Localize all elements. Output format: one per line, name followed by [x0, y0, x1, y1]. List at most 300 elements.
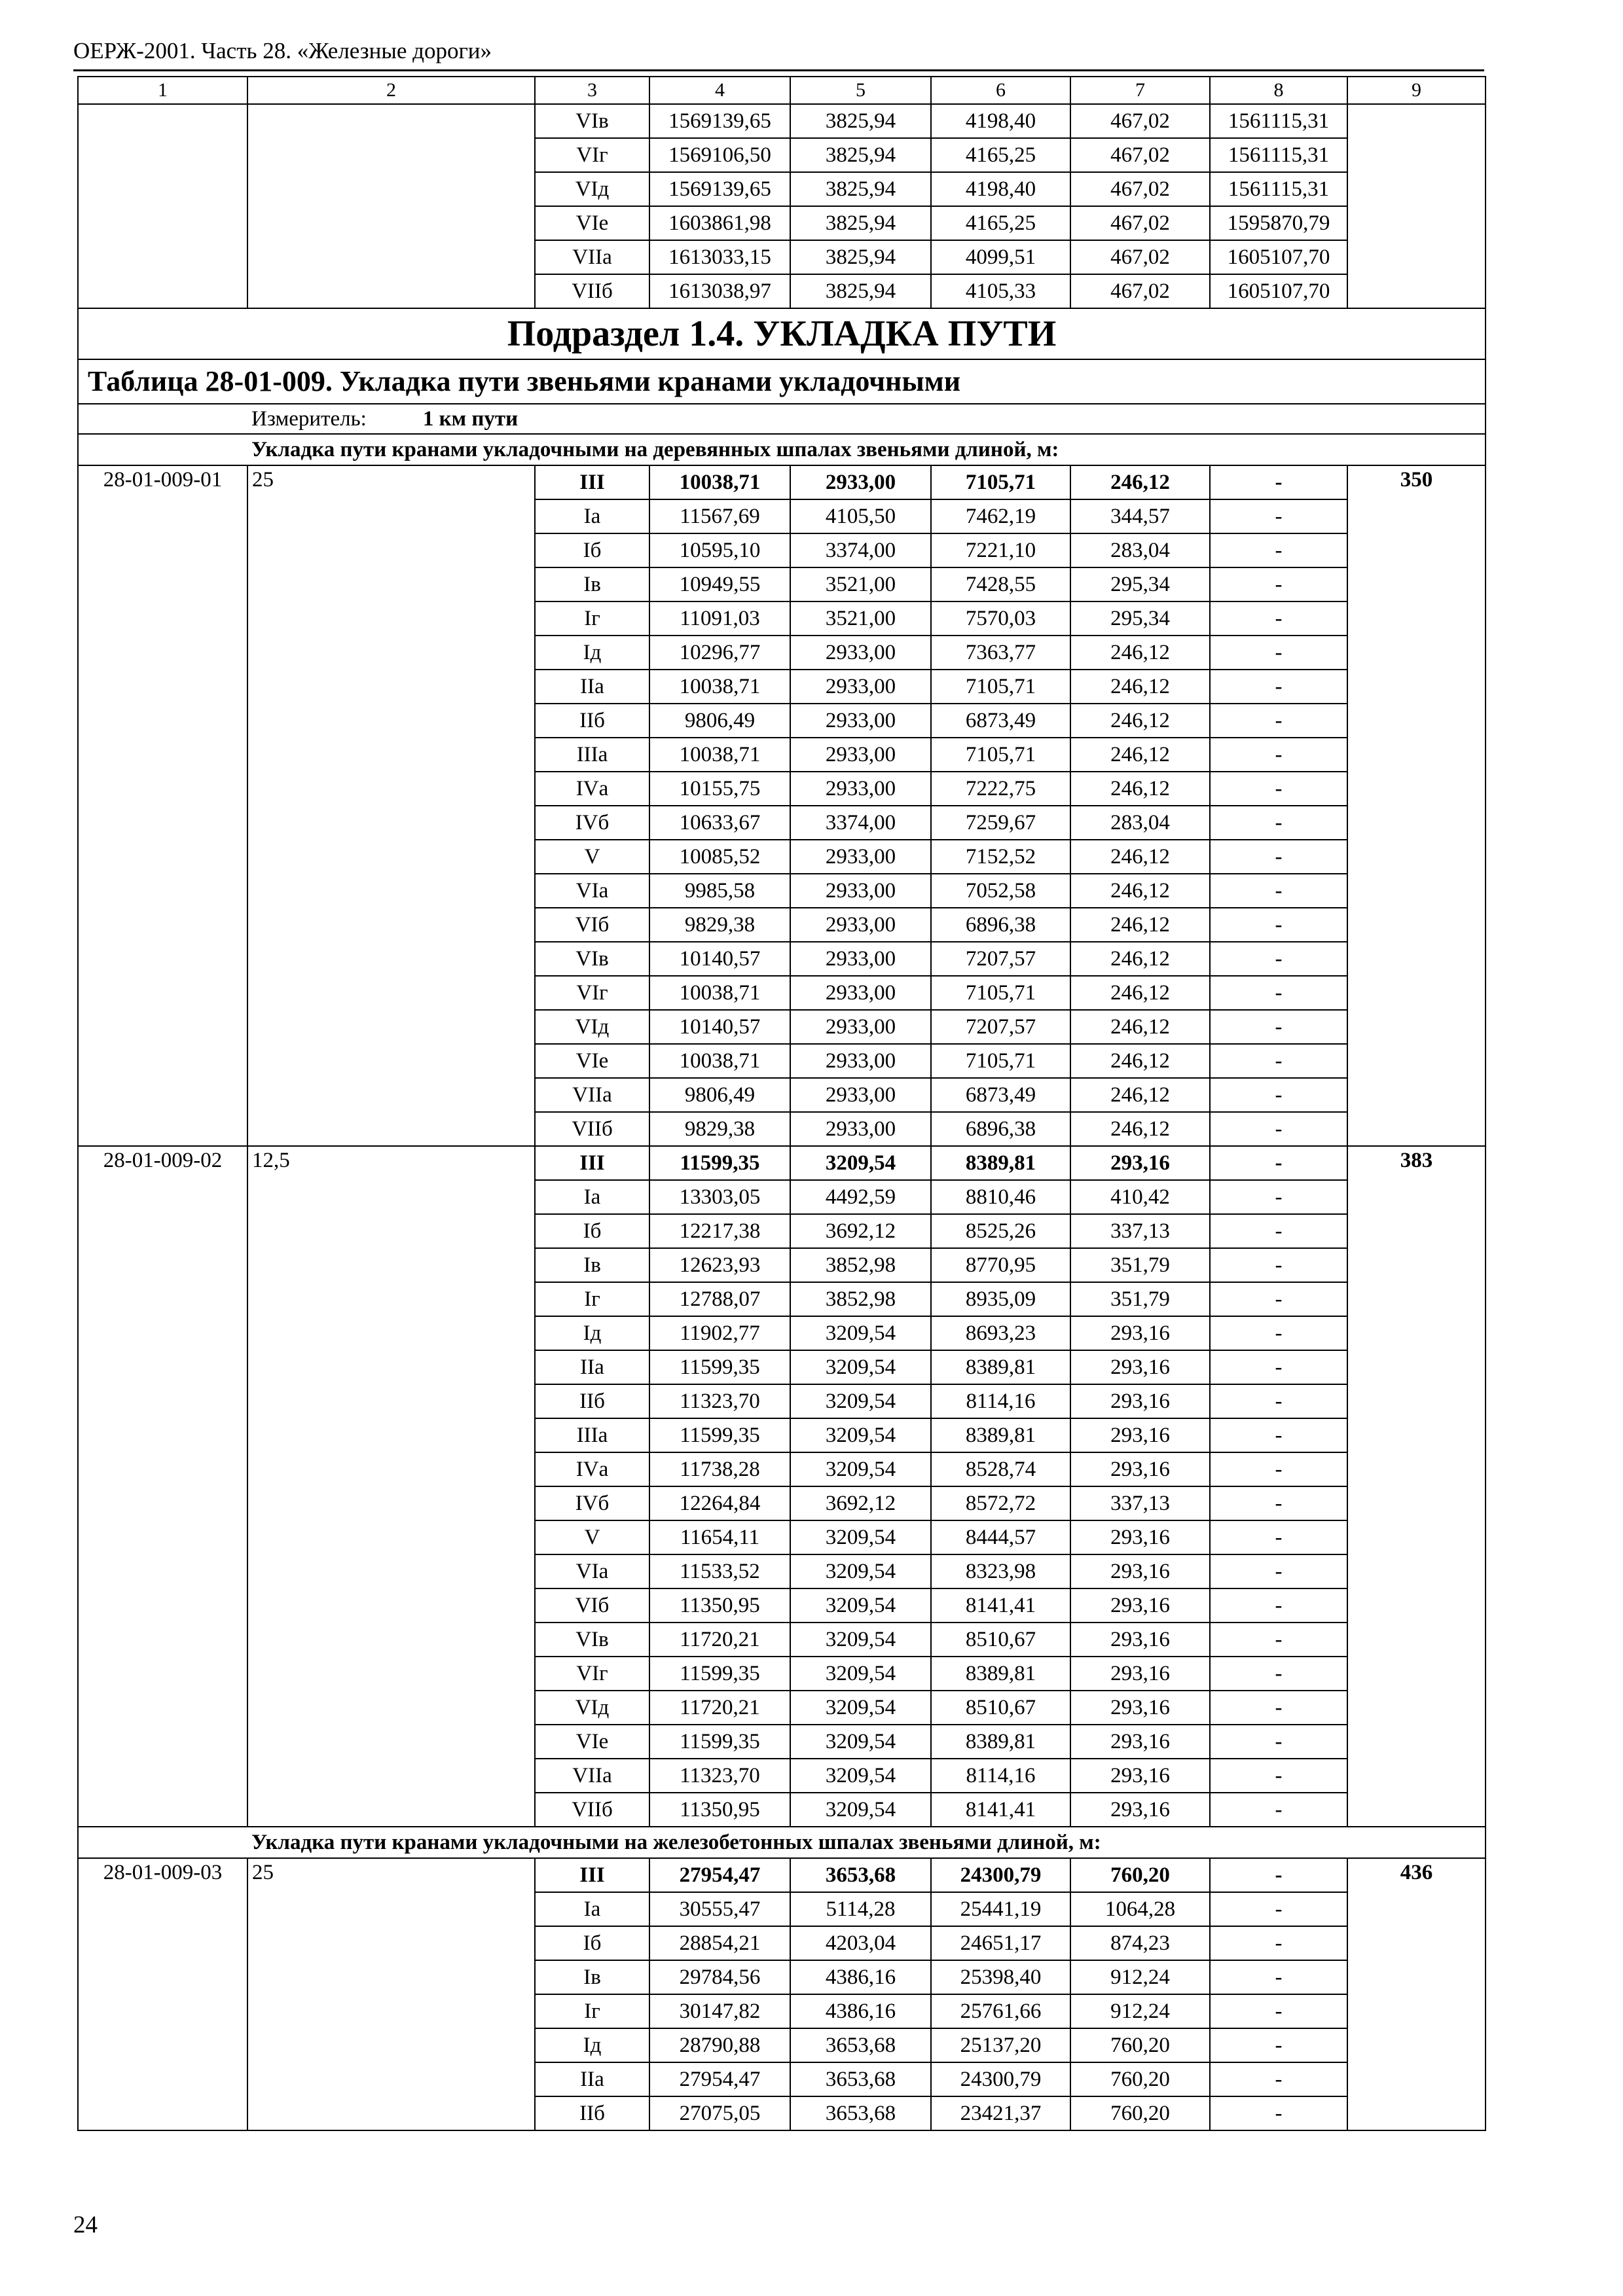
total-cost-cell: 1569139,65 — [649, 172, 790, 206]
materials-cell: - — [1210, 1520, 1347, 1554]
machinists-wages-cell: 344,57 — [1070, 499, 1210, 533]
total-cost-cell: 1569106,50 — [649, 138, 790, 172]
machinists-wages-cell: 293,16 — [1070, 1588, 1210, 1623]
table-title: Таблица 28-01-009. Укладка пути звеньями кранами укладочными — [78, 359, 1486, 404]
page-number: 24 — [73, 2212, 98, 2238]
wages-cell: 3374,00 — [790, 533, 931, 567]
machines-cell: 7105,71 — [931, 976, 1070, 1010]
machinists-wages-cell: 246,12 — [1070, 738, 1210, 772]
total-cost-cell: 9829,38 — [649, 1112, 790, 1146]
total-cost-cell: 10038,71 — [649, 465, 790, 499]
machines-cell: 8935,09 — [931, 1282, 1070, 1316]
materials-cell: - — [1210, 1350, 1347, 1384]
machines-cell: 8770,95 — [931, 1248, 1070, 1282]
zone-cell: VIб — [535, 908, 649, 942]
machines-cell: 8323,98 — [931, 1554, 1070, 1588]
wages-cell: 4386,16 — [790, 1960, 931, 1994]
machinists-wages-cell: 246,12 — [1070, 942, 1210, 976]
wages-cell: 2933,00 — [790, 908, 931, 942]
total-cost-cell: 11599,35 — [649, 1146, 790, 1180]
materials-cell: 1595870,79 — [1210, 206, 1347, 240]
zone-cell: IVа — [535, 1452, 649, 1486]
machines-cell: 8141,41 — [931, 1588, 1070, 1623]
materials-cell: - — [1210, 1214, 1347, 1248]
wages-cell: 3653,68 — [790, 2028, 931, 2062]
zone-cell: Iв — [535, 1960, 649, 1994]
machinists-wages-cell: 467,02 — [1070, 138, 1210, 172]
wages-cell: 4203,04 — [790, 1926, 931, 1960]
materials-cell: - — [1210, 1078, 1347, 1112]
machines-cell: 8510,67 — [931, 1623, 1070, 1657]
zone-cell: VIб — [535, 1588, 649, 1623]
machines-cell: 25137,20 — [931, 2028, 1070, 2062]
wages-cell: 3653,68 — [790, 2062, 931, 2096]
zone-cell: VIв — [535, 104, 649, 138]
total-cost-cell: 30555,47 — [649, 1892, 790, 1926]
total-cost-cell: 10949,55 — [649, 567, 790, 601]
total-cost-cell: 11738,28 — [649, 1452, 790, 1486]
machinists-wages-cell: 351,79 — [1070, 1282, 1210, 1316]
materials-cell: - — [1210, 704, 1347, 738]
zone-cell: VIIб — [535, 274, 649, 308]
machinists-wages-cell: 293,16 — [1070, 1452, 1210, 1486]
wages-cell: 3209,54 — [790, 1793, 931, 1827]
wages-cell: 2933,00 — [790, 738, 931, 772]
total-cost-cell: 28854,21 — [649, 1926, 790, 1960]
total-cost-cell: 1569139,65 — [649, 104, 790, 138]
total-cost-cell: 11091,03 — [649, 601, 790, 636]
total-cost-cell: 30147,82 — [649, 1994, 790, 2028]
machinists-wages-cell: 246,12 — [1070, 840, 1210, 874]
wages-cell: 2933,00 — [790, 942, 931, 976]
machinists-wages-cell: 293,16 — [1070, 1316, 1210, 1350]
machinists-wages-cell: 467,02 — [1070, 172, 1210, 206]
materials-cell: - — [1210, 1146, 1347, 1180]
total-cost-cell: 10633,67 — [649, 806, 790, 840]
wages-cell: 3209,54 — [790, 1725, 931, 1759]
machines-cell: 8389,81 — [931, 1350, 1070, 1384]
total-cost-cell: 10140,57 — [649, 1010, 790, 1044]
zone-cell: V — [535, 1520, 649, 1554]
zone-cell: IIа — [535, 2062, 649, 2096]
machinists-wages-cell: 293,16 — [1070, 1418, 1210, 1452]
machines-cell: 7152,52 — [931, 840, 1070, 874]
machinists-wages-cell: 246,12 — [1070, 1010, 1210, 1044]
materials-cell: - — [1210, 1112, 1347, 1146]
machines-cell: 4099,51 — [931, 240, 1070, 274]
zone-cell: V — [535, 840, 649, 874]
total-cost-cell: 10038,71 — [649, 738, 790, 772]
wages-cell: 3825,94 — [790, 104, 931, 138]
machinists-wages-cell: 337,13 — [1070, 1486, 1210, 1520]
zone-cell: III — [535, 465, 649, 499]
total-cost-cell: 12217,38 — [649, 1214, 790, 1248]
materials-cell: - — [1210, 670, 1347, 704]
total-cost-cell: 12788,07 — [649, 1282, 790, 1316]
table-body — [78, 77, 1486, 2130]
total-cost-cell: 1613033,15 — [649, 240, 790, 274]
materials-cell: - — [1210, 1180, 1347, 1214]
machines-cell: 7105,71 — [931, 465, 1070, 499]
col9-cell — [1347, 104, 1486, 308]
machines-cell: 24300,79 — [931, 2062, 1070, 2096]
wages-cell: 4105,50 — [790, 499, 931, 533]
materials-cell: 1605107,70 — [1210, 274, 1347, 308]
machinists-wages-cell: 293,16 — [1070, 1384, 1210, 1418]
zone-cell: Iа — [535, 1892, 649, 1926]
zone-cell: IIIа — [535, 738, 649, 772]
machinists-wages-cell: 293,16 — [1070, 1725, 1210, 1759]
total-cost-cell: 13303,05 — [649, 1180, 790, 1214]
wages-cell: 3653,68 — [790, 2096, 931, 2130]
wages-cell: 3209,54 — [790, 1350, 931, 1384]
machinists-wages-cell: 246,12 — [1070, 1112, 1210, 1146]
materials-cell: - — [1210, 567, 1347, 601]
zone-cell: Iа — [535, 1180, 649, 1214]
machinists-wages-cell: 293,16 — [1070, 1350, 1210, 1384]
total-cost-cell: 10155,75 — [649, 772, 790, 806]
wages-cell: 2933,00 — [790, 1010, 931, 1044]
wages-cell: 3209,54 — [790, 1691, 931, 1725]
machines-cell: 7207,57 — [931, 942, 1070, 976]
total-cost-cell: 11599,35 — [649, 1350, 790, 1384]
materials-cell: - — [1210, 1623, 1347, 1657]
group-subheader-row — [78, 434, 1486, 465]
machinists-wages-cell: 1064,28 — [1070, 1892, 1210, 1926]
total-cost-cell: 27954,47 — [649, 2062, 790, 2096]
machinists-wages-cell: 912,24 — [1070, 1994, 1210, 2028]
materials-cell: - — [1210, 1657, 1347, 1691]
total-cost-cell: 9806,49 — [649, 704, 790, 738]
machinists-wages-cell: 760,20 — [1070, 2096, 1210, 2130]
materials-cell: - — [1210, 1384, 1347, 1418]
total-cost-cell: 9806,49 — [649, 1078, 790, 1112]
machines-cell: 7222,75 — [931, 772, 1070, 806]
materials-cell: - — [1210, 1554, 1347, 1588]
zone-cell: Iб — [535, 1926, 649, 1960]
machinists-wages-cell: 760,20 — [1070, 2028, 1210, 2062]
machines-cell: 6896,38 — [931, 908, 1070, 942]
group-subheader: Укладка пути кранами укладочными на деревянных шпалах звеньями длиной, м: — [78, 434, 1486, 465]
machines-cell: 25398,40 — [931, 1960, 1070, 1994]
total-cost-cell: 9985,58 — [649, 874, 790, 908]
subsection-title: Подраздел 1.4. УКЛАДКА ПУТИ — [78, 308, 1486, 359]
total-cost-cell: 1603861,98 — [649, 206, 790, 240]
materials-cell: - — [1210, 533, 1347, 567]
wages-cell: 3209,54 — [790, 1657, 931, 1691]
machines-cell: 8810,46 — [931, 1180, 1070, 1214]
zone-cell: IIIа — [535, 1418, 649, 1452]
zone-cell: IIб — [535, 2096, 649, 2130]
measure-cell — [78, 404, 1486, 434]
machines-cell: 8693,23 — [931, 1316, 1070, 1350]
zone-cell: Iб — [535, 533, 649, 567]
machinists-wages-cell: 246,12 — [1070, 772, 1210, 806]
total-cost-cell: 11323,70 — [649, 1384, 790, 1418]
wages-cell: 3209,54 — [790, 1554, 931, 1588]
total-cost-cell: 10296,77 — [649, 636, 790, 670]
total-cost-cell: 29784,56 — [649, 1960, 790, 1994]
total-cost-cell: 10595,10 — [649, 533, 790, 567]
zone-cell: VIв — [535, 1623, 649, 1657]
materials-cell: - — [1210, 1960, 1347, 1994]
machines-cell: 7052,58 — [931, 874, 1070, 908]
machines-cell: 7363,77 — [931, 636, 1070, 670]
table-row — [78, 1858, 1486, 1892]
total-cost-cell: 9829,38 — [649, 908, 790, 942]
total-cost-cell: 10038,71 — [649, 670, 790, 704]
materials-cell: - — [1210, 1486, 1347, 1520]
machinists-wages-cell: 467,02 — [1070, 240, 1210, 274]
wages-cell: 3209,54 — [790, 1418, 931, 1452]
total-cost-cell: 11599,35 — [649, 1657, 790, 1691]
measure-label: Измеритель: — [251, 406, 367, 431]
wages-cell: 2933,00 — [790, 1112, 931, 1146]
wages-cell: 3209,54 — [790, 1588, 931, 1623]
machines-cell: 8525,26 — [931, 1214, 1070, 1248]
total-cost-cell: 12264,84 — [649, 1486, 790, 1520]
materials-cell: - — [1210, 1725, 1347, 1759]
zone-cell: IIб — [535, 704, 649, 738]
machinists-wages-cell: 246,12 — [1070, 636, 1210, 670]
column-number: 5 — [790, 77, 931, 104]
total-cost-cell: 10038,71 — [649, 1044, 790, 1078]
machines-cell: 8389,81 — [931, 1657, 1070, 1691]
machinists-wages-cell: 246,12 — [1070, 465, 1210, 499]
wages-cell: 2933,00 — [790, 772, 931, 806]
machinists-wages-cell: 293,16 — [1070, 1759, 1210, 1793]
materials-cell: - — [1210, 465, 1347, 499]
zone-cell: VIIб — [535, 1112, 649, 1146]
wages-cell: 2933,00 — [790, 636, 931, 670]
zone-cell: VIIа — [535, 1078, 649, 1112]
machinists-wages-cell: 295,34 — [1070, 601, 1210, 636]
machines-cell: 8389,81 — [931, 1146, 1070, 1180]
total-cost-cell: 27954,47 — [649, 1858, 790, 1892]
materials-cell: - — [1210, 806, 1347, 840]
column-number: 6 — [931, 77, 1070, 104]
materials-cell: - — [1210, 1691, 1347, 1725]
machines-cell: 7105,71 — [931, 670, 1070, 704]
rate-code: 28-01-009-03 — [78, 1858, 247, 2130]
machinists-wages-cell: 467,02 — [1070, 206, 1210, 240]
materials-cell: - — [1210, 1282, 1347, 1316]
machinists-wages-cell: 351,79 — [1070, 1248, 1210, 1282]
zone-cell: VIIа — [535, 1759, 649, 1793]
wages-cell: 3692,12 — [790, 1486, 931, 1520]
column-number: 4 — [649, 77, 790, 104]
machinists-wages-cell: 760,20 — [1070, 1858, 1210, 1892]
wages-cell: 2933,00 — [790, 874, 931, 908]
zone-cell: VIг — [535, 138, 649, 172]
machines-cell: 24300,79 — [931, 1858, 1070, 1892]
machinists-wages-cell: 246,12 — [1070, 1044, 1210, 1078]
wages-cell: 3209,54 — [790, 1316, 931, 1350]
materials-cell: - — [1210, 1044, 1347, 1078]
zone-cell: VIд — [535, 1691, 649, 1725]
zone-cell: IVб — [535, 1486, 649, 1520]
total-cost-cell: 11599,35 — [649, 1725, 790, 1759]
total-cost-cell: 10140,57 — [649, 942, 790, 976]
link-length: 25 — [247, 465, 535, 1146]
machinists-wages-cell: 293,16 — [1070, 1793, 1210, 1827]
machines-cell: 7221,10 — [931, 533, 1070, 567]
machinists-wages-cell: 467,02 — [1070, 274, 1210, 308]
wages-cell: 3209,54 — [790, 1452, 931, 1486]
materials-cell: - — [1210, 1588, 1347, 1623]
materials-cell: - — [1210, 1316, 1347, 1350]
machinists-wages-cell: 293,16 — [1070, 1146, 1210, 1180]
wages-cell: 3209,54 — [790, 1146, 931, 1180]
machines-cell: 7428,55 — [931, 567, 1070, 601]
zone-cell: VIв — [535, 942, 649, 976]
materials-cell: - — [1210, 2096, 1347, 2130]
materials-cell: - — [1210, 874, 1347, 908]
machinists-wages-cell: 283,04 — [1070, 533, 1210, 567]
zone-cell: VIд — [535, 1010, 649, 1044]
measure-value: 1 км пути — [422, 406, 519, 431]
zone-cell: VIе — [535, 1044, 649, 1078]
zone-cell: IIб — [535, 1384, 649, 1418]
zone-cell: IIа — [535, 670, 649, 704]
machines-cell: 8528,74 — [931, 1452, 1070, 1486]
wages-cell: 3209,54 — [790, 1759, 931, 1793]
wages-cell: 3653,68 — [790, 1858, 931, 1892]
zone-cell: Iа — [535, 499, 649, 533]
table-row — [78, 1146, 1486, 1180]
zone-cell: III — [535, 1146, 649, 1180]
machinists-wages-cell: 467,02 — [1070, 104, 1210, 138]
materials-cell: - — [1210, 1892, 1347, 1926]
materials-cell: - — [1210, 636, 1347, 670]
machinists-wages-cell: 293,16 — [1070, 1691, 1210, 1725]
zone-cell: IVа — [535, 772, 649, 806]
wages-cell: 2933,00 — [790, 840, 931, 874]
wages-cell: 3209,54 — [790, 1384, 931, 1418]
machines-cell: 24651,17 — [931, 1926, 1070, 1960]
machinists-wages-cell: 760,20 — [1070, 2062, 1210, 2096]
zone-cell: VIа — [535, 1554, 649, 1588]
machinists-wages-cell: 337,13 — [1070, 1214, 1210, 1248]
machinists-wages-cell: 246,12 — [1070, 1078, 1210, 1112]
wages-cell: 4492,59 — [790, 1180, 931, 1214]
machinists-wages-cell: 410,42 — [1070, 1180, 1210, 1214]
measure-row — [78, 404, 1486, 434]
materials-cell: - — [1210, 1994, 1347, 2028]
machines-cell: 7259,67 — [931, 806, 1070, 840]
zone-cell: Iд — [535, 1316, 649, 1350]
zone-cell: Iг — [535, 601, 649, 636]
wages-cell: 3825,94 — [790, 240, 931, 274]
materials-cell: - — [1210, 908, 1347, 942]
machinists-wages-cell: 246,12 — [1070, 908, 1210, 942]
materials-cell: - — [1210, 1418, 1347, 1452]
machinists-wages-cell: 283,04 — [1070, 806, 1210, 840]
zone-cell: Iв — [535, 567, 649, 601]
wages-cell: 3852,98 — [790, 1282, 931, 1316]
machinists-wages-cell: 246,12 — [1070, 874, 1210, 908]
zone-cell: IVб — [535, 806, 649, 840]
machines-cell: 8114,16 — [931, 1759, 1070, 1793]
total-cost-cell: 11720,21 — [649, 1691, 790, 1725]
materials-cell: - — [1210, 1759, 1347, 1793]
materials-cell: - — [1210, 2062, 1347, 2096]
column-number: 3 — [535, 77, 649, 104]
wages-cell: 5114,28 — [790, 1892, 931, 1926]
code-cell — [78, 104, 247, 308]
rate-code: 28-01-009-02 — [78, 1146, 247, 1827]
materials-cell: 1605107,70 — [1210, 240, 1347, 274]
rates-table — [77, 76, 1486, 2131]
materials-cell: - — [1210, 1010, 1347, 1044]
machines-cell: 4105,33 — [931, 274, 1070, 308]
header-rule — [73, 69, 1484, 71]
total-cost-cell: 11599,35 — [649, 1418, 790, 1452]
total-cost-cell: 11350,95 — [649, 1793, 790, 1827]
zone-cell: Iг — [535, 1282, 649, 1316]
column-number: 9 — [1347, 77, 1486, 104]
total-cost-cell: 10085,52 — [649, 840, 790, 874]
total-cost-cell: 1613038,97 — [649, 274, 790, 308]
zone-cell: VIе — [535, 1725, 649, 1759]
wages-cell: 3825,94 — [790, 138, 931, 172]
link-length: 25 — [247, 1858, 535, 2130]
zone-cell: Iг — [535, 1994, 649, 2028]
machines-cell: 7462,19 — [931, 499, 1070, 533]
zone-cell: VIд — [535, 172, 649, 206]
wages-cell: 2933,00 — [790, 1044, 931, 1078]
machines-cell: 25441,19 — [931, 1892, 1070, 1926]
materials-cell: - — [1210, 738, 1347, 772]
page-header-title: ОЕРЖ-2001. Часть 28. «Железные дороги» — [73, 38, 492, 63]
machinists-wages-cell: 293,16 — [1070, 1520, 1210, 1554]
materials-cell: - — [1210, 1926, 1347, 1960]
machines-cell: 6873,49 — [931, 704, 1070, 738]
name-cell — [247, 104, 535, 308]
machines-cell: 7105,71 — [931, 1044, 1070, 1078]
materials-cell: - — [1210, 772, 1347, 806]
column-number: 1 — [78, 77, 247, 104]
machinists-wages-cell: 246,12 — [1070, 976, 1210, 1010]
wages-cell: 3692,12 — [790, 1214, 931, 1248]
total-cost-cell: 28790,88 — [649, 2028, 790, 2062]
materials-cell: - — [1210, 1248, 1347, 1282]
wages-cell: 3852,98 — [790, 1248, 931, 1282]
zone-cell: VIIб — [535, 1793, 649, 1827]
wages-cell: 3521,00 — [790, 601, 931, 636]
wages-cell: 3825,94 — [790, 206, 931, 240]
column-number: 7 — [1070, 77, 1210, 104]
materials-cell: - — [1210, 942, 1347, 976]
machines-cell: 25761,66 — [931, 1994, 1070, 2028]
col9-value: 436 — [1347, 1858, 1486, 2130]
wages-cell: 2933,00 — [790, 704, 931, 738]
machinists-wages-cell: 293,16 — [1070, 1623, 1210, 1657]
wages-cell: 2933,00 — [790, 1078, 931, 1112]
machines-cell: 8389,81 — [931, 1725, 1070, 1759]
subsection-title-row — [78, 308, 1486, 359]
machines-cell: 7105,71 — [931, 738, 1070, 772]
column-number: 2 — [247, 77, 535, 104]
machinists-wages-cell: 246,12 — [1070, 704, 1210, 738]
machines-cell: 4165,25 — [931, 138, 1070, 172]
total-cost-cell: 11654,11 — [649, 1520, 790, 1554]
column-number-row — [78, 77, 1486, 104]
zone-cell: IIа — [535, 1350, 649, 1384]
total-cost-cell: 11902,77 — [649, 1316, 790, 1350]
machinists-wages-cell: 293,16 — [1070, 1657, 1210, 1691]
link-length: 12,5 — [247, 1146, 535, 1827]
